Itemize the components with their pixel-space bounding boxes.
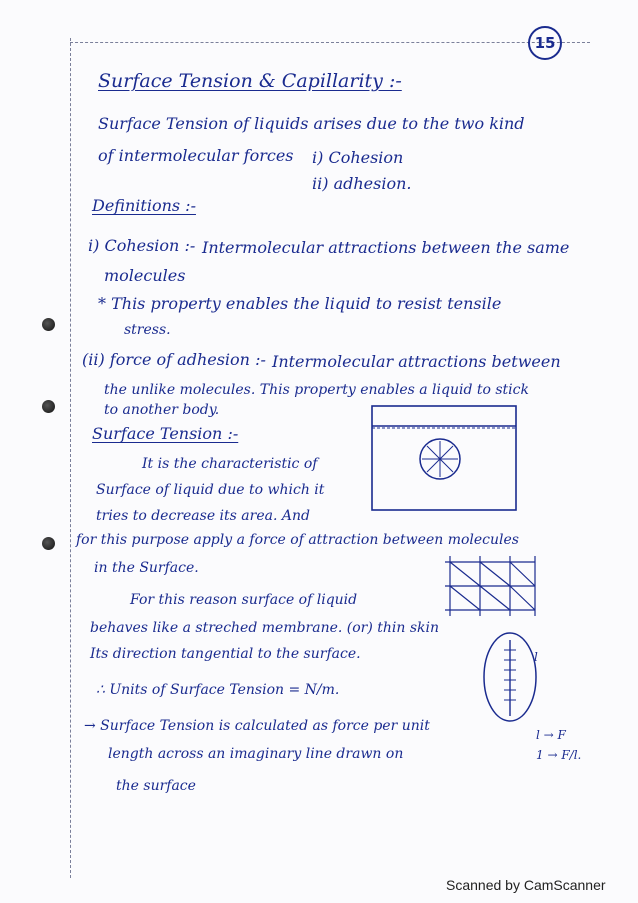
adhesion-label: (ii) force of adhesion :-	[82, 350, 266, 369]
calculation-line: the surface	[116, 778, 196, 794]
calculation-line: length across an imaginary line drawn on	[108, 746, 404, 762]
cohesion-definition: molecules	[104, 266, 186, 285]
units-line: ∴ Units of Surface Tension = N/m.	[96, 682, 340, 698]
side-note: l → F	[536, 728, 566, 742]
imaginary-line-diagram	[482, 630, 542, 725]
binder-hole	[42, 537, 55, 550]
circle-label: l	[534, 650, 538, 664]
intro-line: Surface Tension of liquids arises due to the two kind	[98, 114, 525, 133]
surface-tension-text: Surface of liquid due to which it	[96, 482, 325, 498]
cohesion-definition: Intermolecular attractions between the same	[202, 238, 570, 257]
surface-tension-text: tries to decrease its area. And	[96, 508, 310, 524]
beaker-outline	[372, 406, 516, 510]
surface-tension-text: It is the characteristic of	[142, 456, 318, 472]
cohesion-property: stress.	[124, 322, 171, 338]
surface-tension-text: for this purpose apply a force of attraction between molecules	[76, 532, 519, 548]
side-note: 1 → F/l.	[536, 748, 582, 762]
adhesion-definition: Intermolecular attractions between	[272, 352, 561, 371]
molecule-grid-diagram	[440, 554, 540, 618]
surface-tension-text: Its direction tangential to the surface.	[90, 646, 361, 662]
surface-tension-heading: Surface Tension :-	[92, 424, 239, 443]
margin-line	[70, 38, 71, 878]
scanner-footer: Scanned by CamScanner	[446, 877, 606, 893]
cohesion-property: * This property enables the liquid to resist tensile	[98, 294, 502, 313]
intro-adhesion: ii) adhesion.	[312, 174, 412, 193]
top-margin-line	[70, 42, 590, 43]
binder-hole	[42, 400, 55, 413]
intro-cohesion: i) Cohesion	[312, 148, 404, 167]
surface-tension-text: in the Surface.	[94, 560, 199, 576]
definitions-heading: Definitions :-	[92, 196, 196, 215]
molecule-forces	[422, 441, 458, 477]
page-number: 15	[528, 26, 562, 60]
surface-tension-text: For this reason surface of liquid	[130, 592, 358, 608]
page-title: Surface Tension & Capillarity :-	[98, 70, 402, 92]
beaker-diagram	[370, 404, 520, 514]
calculation-line: → Surface Tension is calculated as force per unit	[84, 718, 430, 734]
adhesion-definition: to another body.	[104, 402, 220, 418]
surface-tension-text: behaves like a streched membrane. (or) thin skin	[90, 620, 440, 636]
cohesion-label: i) Cohesion :-	[88, 236, 196, 255]
adhesion-definition: the unlike molecules. This property enables a liquid to stick	[104, 382, 529, 398]
intro-line: of intermolecular forces	[98, 146, 294, 165]
binder-hole	[42, 318, 55, 331]
